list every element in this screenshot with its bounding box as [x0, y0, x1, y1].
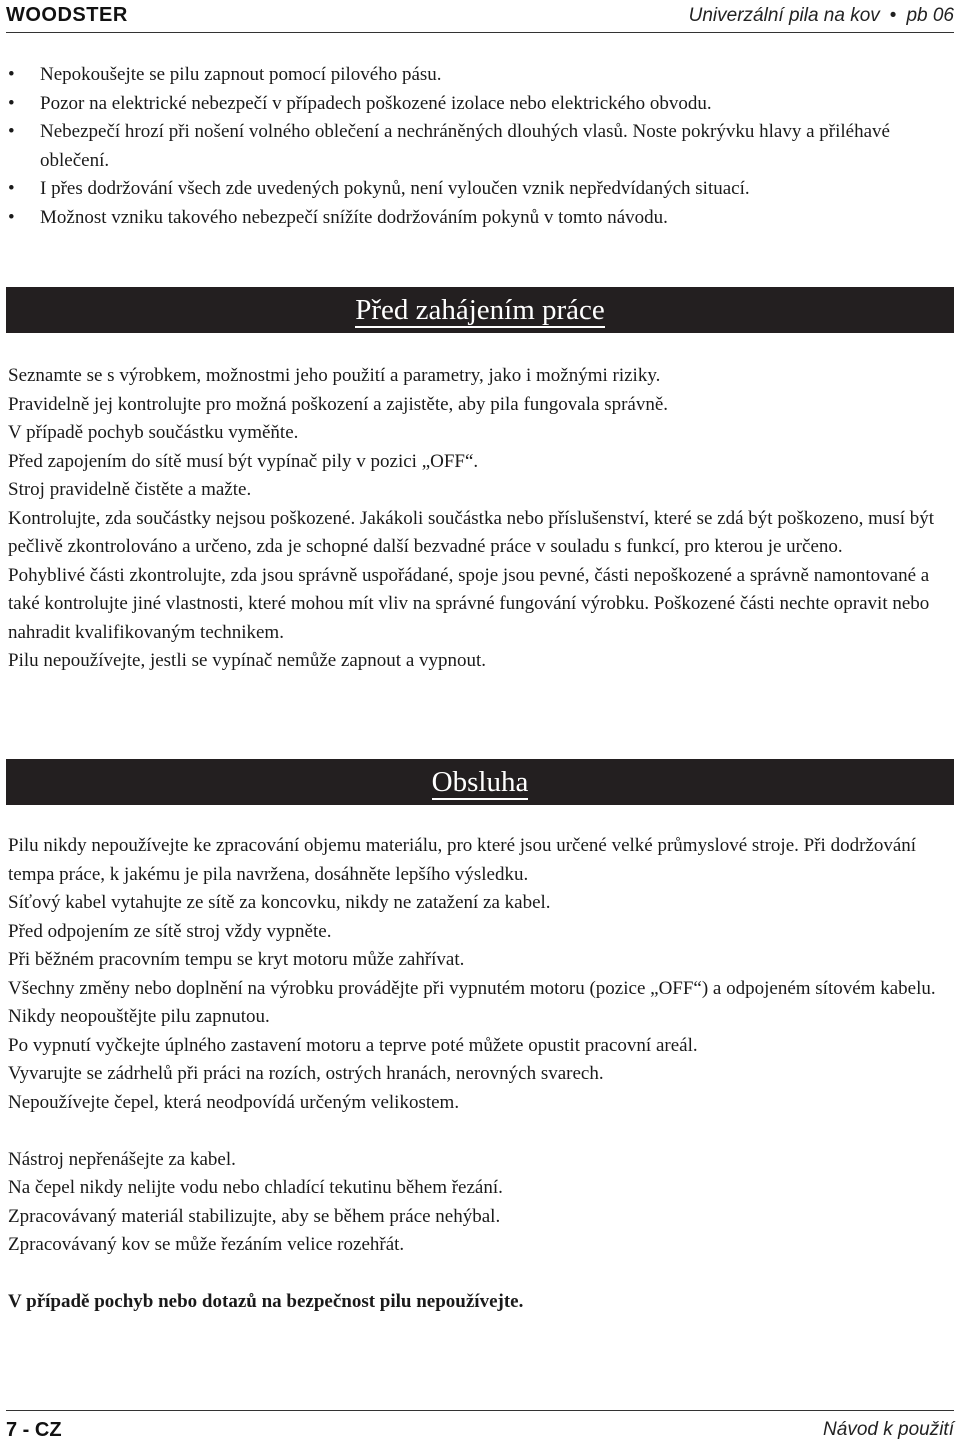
paragraph: Pohyblivé části zkontrolujte, zda jsou správně uspořádané, spoje jsou pevné, části nepoškozené a správně namontované a také kontrolujte jiné vlastnosti, které mohou mít vliv na správné fungování výrobku. Poškozené části nechte opravit nebo nahradit kvalifikovaným technikem. [8, 564, 930, 643]
bullet-item [8, 90, 952, 119]
safety-warning: V případě pochyb nebo dotazů na bezpečnost pilu nepoužívejte. [8, 1291, 524, 1312]
spacer [8, 1260, 952, 1289]
paragraph: Nepoužívejte čepel, která neodpovídá určeným velikostem. [8, 1091, 460, 1113]
bullet-icon: • [8, 206, 15, 228]
bullet-text: Nebezpečí hrozí při nošení volného oblečení a nechráněných dlouhých vlasů. Noste pokrývku hlavy a přiléhavé oblečení. [40, 121, 890, 171]
paragraph: Před zapojením do sítě musí být vypínač pily v pozici „OFF“. [8, 450, 479, 472]
section-operation-body [8, 832, 952, 1317]
section-heading-before-work [6, 287, 954, 333]
paragraph: Při běžném pracovním tempu se kryt motoru může zahřívat. [8, 949, 465, 970]
bullet-icon: • [8, 92, 15, 114]
paragraph: Seznamte se s výrobkem, možnostmi jeho použití a parametry, jako i možnými riziky. [8, 365, 661, 386]
paragraph: Zpracovávaný materiál stabilizujte, aby se během práce nehýbal. [8, 1205, 501, 1227]
paragraph: Po vypnutí vyčkejte úplného zastavení motoru a teprve poté můžete opustit pracovní areál. [8, 1034, 698, 1056]
section-title: Obsluha [431, 766, 529, 798]
paragraph: Pilu nikdy nepoužívejte ke zpracování objemu materiálu, pro které jsou určené velké průmyslové stroje. Při dodržování tempa práce, k jakému je pila navržena, dosáhněte lepšího výsledku. [8, 835, 917, 885]
paragraph: Vyvarujte se zádrhelů při práci na rozích, ostrých hranách, nerovných svarech. [8, 1063, 604, 1084]
bullet-item [8, 175, 952, 204]
paragraph: V případě pochyb součástku vyměňte. [8, 422, 299, 443]
paragraph: Stroj pravidelně čistěte a mažte. [8, 479, 252, 500]
title-separator: • [889, 5, 897, 26]
paragraph: Kontrolujte, zda součástky nejsou poškozené. Jakákoli součástka nebo příslušenství, které se zdá být poškozeno, musí být pečlivě zkontrolováno a určeno, zda je schopné další bezvadné práce v souladu s funkcí, pro kterou je určeno. [8, 507, 935, 557]
spacer [8, 1117, 952, 1146]
bullet-item [8, 204, 952, 233]
bullet-item [8, 61, 952, 90]
manual-label: Návod k použití [823, 1419, 954, 1440]
paragraph: Pilu nepoužívejte, jestli se vypínač nemůže zapnout a vypnout. [8, 650, 487, 671]
bullet-text: Nepokoušejte se pilu zapnout pomocí pilového pásu. [40, 64, 442, 85]
paragraph: Nástroj nepřenášejte za kabel. [8, 1148, 236, 1170]
bullet-icon: • [8, 121, 15, 142]
section-heading-operation [6, 759, 954, 805]
paragraph: Zpracovávaný kov se může řezáním velice rozehřát. [8, 1234, 405, 1255]
bullet-icon: • [8, 64, 15, 85]
paragraph: Všechny změny nebo doplnění na výrobku provádějte při vypnutém motoru (pozice „OFF“) a odpojeném sítovém kabelu. [8, 977, 936, 999]
bullet-text: Možnost vzniku takového nebezpečí snížíte dodržováním pokynů v tomto návodu. [40, 206, 668, 228]
bullet-text: Pozor na elektrické nebezpečí v případech poškozené izolace nebo elektrického obvodu. [40, 92, 712, 114]
product-code: pb 06 [906, 5, 954, 26]
section-title: Před zahájením práce [355, 294, 605, 326]
safety-bullet-list [8, 61, 952, 232]
bullet-icon: • [8, 178, 15, 199]
paragraph: Na čepel nikdy nelijte vodu nebo chladící tekutinu během řezání. [8, 1177, 503, 1198]
page-footer [6, 1410, 954, 1441]
paragraph: Pravidelně jej kontrolujte pro možná poškození a zajistěte, aby pila fungovala správně. [8, 393, 669, 415]
paragraph: Nikdy neopouštějte pilu zapnutou. [8, 1006, 270, 1027]
paragraph: Síťový kabel vytahujte ze sítě za koncovku, nikdy ne zatažení za kabel. [8, 892, 551, 913]
document-title [689, 5, 954, 27]
brand-logo-text: WOODSTER [6, 4, 128, 26]
page-number: 7 - CZ [6, 1419, 62, 1441]
section-before-work-body [8, 362, 952, 676]
bullet-text: I přes dodržování všech zde uvedených pokynů, není vyloučen vznik nepředvídaných situací. [40, 178, 750, 199]
paragraph: Před odpojením ze sítě stroj vždy vypněte. [8, 920, 332, 942]
product-name: Univerzální pila na kov [688, 5, 880, 26]
page-header [6, 4, 954, 33]
bullet-item [8, 118, 952, 175]
